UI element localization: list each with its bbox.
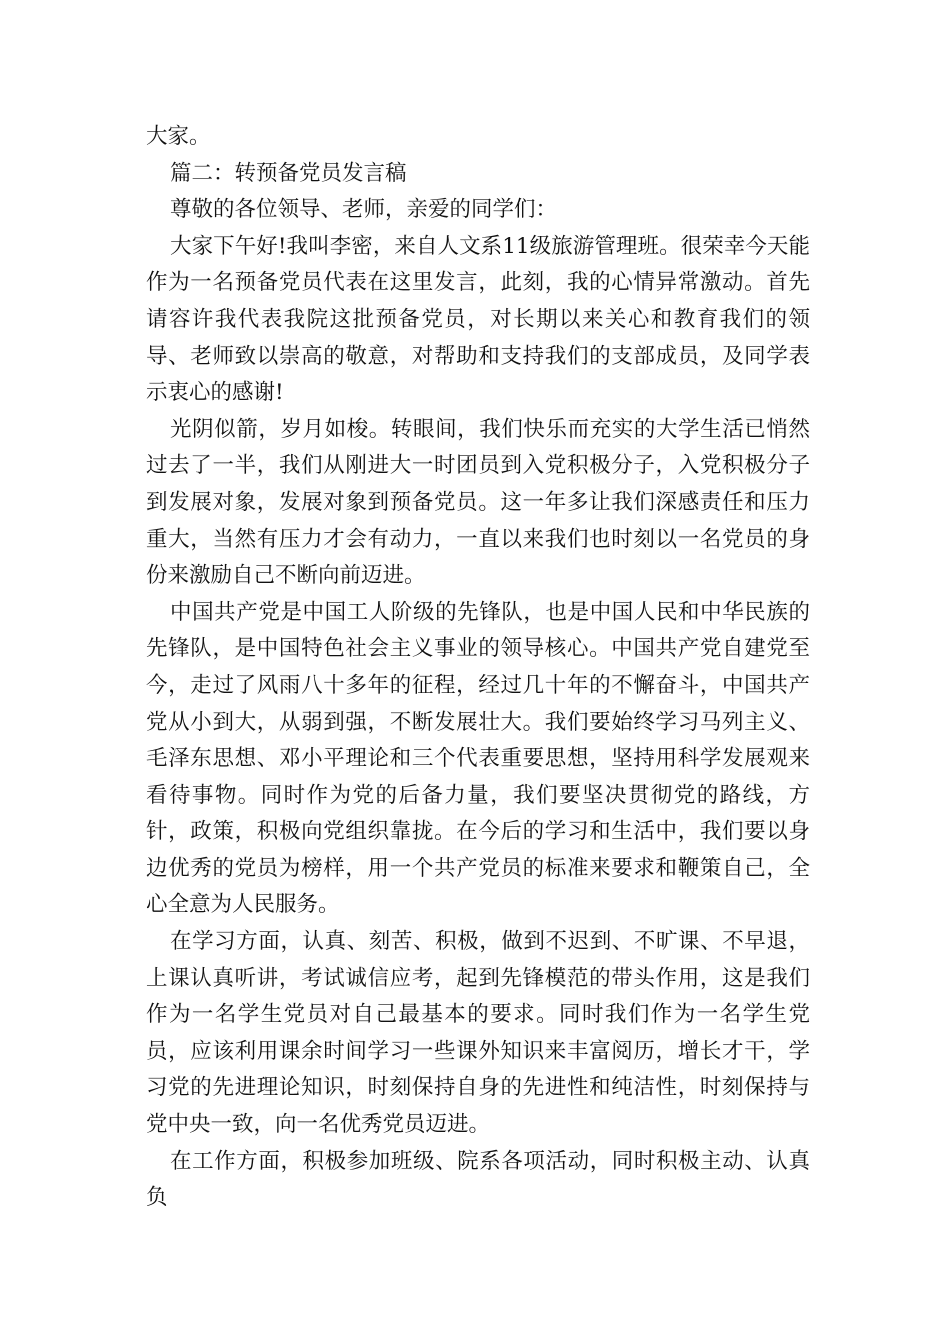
salutation: 尊敬的各位领导、老师，亲爱的同学们： xyxy=(170,197,558,223)
paragraph-introduction: 大家下午好!我叫李密，来自人文系11级旅游管理班。很荣幸今天能作为一名预备党员代表在这里发言，此刻，我的心情异常激动。首先请容许我代表我院这批预备党员，对长期以来关心和教育我们的领导、老师致以崇高的敬意，对帮助和支持我们的支部成员，及同学表示衷心的感谢! xyxy=(146,233,810,406)
paragraph-study: 在学习方面，认真、刻苦、积极，做到不迟到、不旷课、不早退，上课认真听讲，考试诚信应考，起到先锋模范的带头作用，这是我们作为一名学生党员对自己最基本的要求。同时我们作为一名学生党员，应该利用课余时间学习一些课外知识来丰富阅历，增长才干，学习党的先进理论知识，时刻保持自身的先进性和纯洁性，时刻保持与党中央一致，向一名优秀党员迈进。 xyxy=(146,929,810,1138)
paragraph-continuation: 大家。 xyxy=(146,124,211,149)
paragraph-time: 光阴似箭，岁月如梭。转眼间，我们快乐而充实的大学生活已悄然过去了一半，我们从刚进大一时团员到入党积极分子，入党积极分子到发展对象，发展对象到预备党员。这一年多让我们深感责任和压力重大，当然有压力才会有动力，一直以来我们也时刻以一名党员的身份来激励自己不断向前迈进。 xyxy=(146,416,810,589)
paragraph-party: 中国共产党是中国工人阶级的先锋队，也是中国人民和中华民族的先锋队，是中国特色社会主义事业的领导核心。中国共产党自建党至今，走过了风雨八十多年的征程，经过几十年的不懈奋斗，中国共产党从小到大，从弱到强，不断发展壮大。我们要始终学习马列主义、毛泽东思想、邓小平理论和三个代表重要思想，坚持用科学发展观来看待事物。同时作为党的后备力量，我们要坚决贯彻党的路线，方针，政策，积极向党组织靠拢。在今后的学习和生活中，我们要以身边优秀的党员为榜样，用一个共产党员的标准来要求和鞭策自己，全心全意为人民服务。 xyxy=(146,599,810,918)
paragraph-work: 在工作方面，积极参加班级、院系各项活动，同时积极主动、认真负 xyxy=(146,1148,810,1211)
section-heading: 篇二：转预备党员发言稿 xyxy=(170,160,407,186)
document-body xyxy=(146,119,810,1217)
